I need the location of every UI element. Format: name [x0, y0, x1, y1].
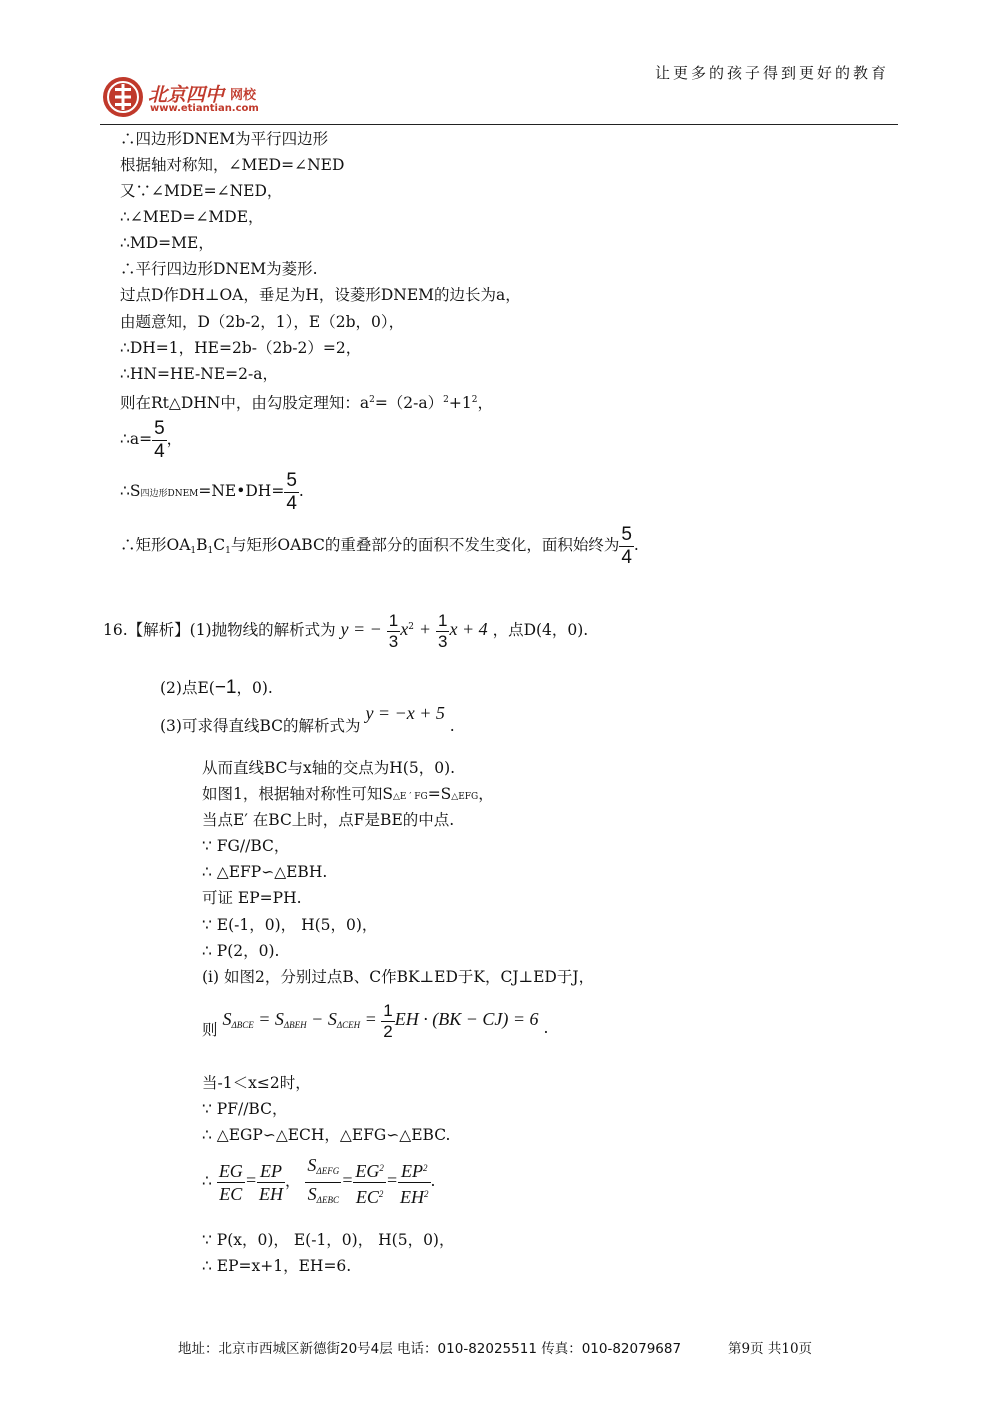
header-slogan: 让更多的孩子得到更好的教育: [655, 64, 890, 82]
fraction-five-quarters: $\frac{5}{4}$: [286, 469, 297, 514]
fraction-one-third: $\frac{1}{3}$: [438, 610, 448, 651]
logo-suffix: 网校: [230, 88, 257, 103]
s-line-3: 当点E′ 在BC上时，点F是BE的中点.: [202, 811, 455, 829]
footer-address: 地址：北京市西城区新德街20号4层 电话：010-82025511 传真：010-82079687: [178, 1341, 682, 1357]
fraction-eg-ec: $\frac{EG}{EC}$: [218, 1160, 243, 1204]
line-10: ∴HN=HE-NE=2-a，: [120, 365, 278, 383]
logo-emblem-icon: [102, 76, 144, 118]
line-6: ∴平行四边形DNEM为菱形.: [120, 260, 318, 278]
logo-url: www.etiantian.com: [150, 103, 259, 114]
line-13: ∴S四边形DNEM=NE•DH= $\frac{5}{4}$ .: [120, 469, 304, 514]
s-line-11: 当-1＜x≤2时，: [202, 1074, 311, 1092]
s-line-13: ∴ △EGP∽△ECH，△EFG∽△EBC.: [202, 1126, 451, 1144]
s-line-9: (i) 如图2，分别过点B、C作BK⊥ED于K，CJ⊥ED于J，: [202, 968, 595, 986]
header-rule: [100, 124, 898, 125]
line-14: ∴矩形$OA_1B_1C_1$与矩形OABC的重叠部分的面积不发生变化，面积始终为 $\frac{5}{4}$ .: [120, 523, 639, 568]
s-line-12: ∵ PF//BC，: [202, 1100, 288, 1118]
s-line-16: ∴ EP=x+1，EH=6.: [202, 1257, 352, 1275]
s-line-1: 从而直线BC与x轴的交点为H(5，0).: [202, 759, 456, 777]
s-line-8: ∴ P(2，0).: [202, 942, 280, 960]
fraction-ep2-eh2: $\frac{EP^2}{EH^2}$: [398, 1157, 431, 1208]
s-line-10: 则 $S_{\Delta BCE} = S_{\Delta BEH} - S_{\Delta CEH}$ = $\frac{1}{2}$ EH · (BK − CJ) = 6 .: [202, 1000, 549, 1041]
s-line-7: ∵ E(-1，0)， H(5，0)，: [202, 916, 378, 934]
line-5: ∴MD=ME，: [120, 234, 214, 252]
line-1: ∴四边形DNEM为平行四边形: [120, 130, 329, 148]
s-line-15: ∵ P(x，0)， E(-1，0)， H(5，0)，: [202, 1231, 455, 1249]
line-4: ∴∠MED=∠MDE，: [120, 208, 264, 226]
s-line-5: ∴ △EFP∽△EBH.: [202, 863, 328, 881]
line-7: 过点D作DH⊥OA，垂足为H，设菱形DNEM的边长为a，: [120, 286, 521, 304]
q16-part2: (2)点E(−1，0).: [160, 677, 273, 698]
line-12: ∴a= $\frac{5}{4}$ ，: [120, 417, 183, 462]
fraction-ep-eh: $\frac{EP}{EH}$: [258, 1160, 283, 1204]
fraction-five-quarters: $\frac{5}{4}$: [621, 523, 632, 568]
s-line-14: ∴ $\frac{EG}{EC}$ = $\frac{EP}{EH}$ ， $\frac{S_{\Delta EFG}}{S_{\Delta EBC}}$ = $\frac{EG^2}{EC^2}$ = $\frac{EP^2}{EH^2}$ .: [202, 1152, 435, 1211]
fraction-one-half: $\frac{1}{2}$: [383, 1000, 393, 1041]
s-line-2: 如图1，根据轴对称性可知S△E ′ FG=S△EFG，: [202, 785, 494, 803]
logo: [102, 76, 302, 120]
line-8: 由题意知，D（2b-2，1），E（2b，0），: [120, 313, 405, 331]
s-line-4: ∵ FG//BC，: [202, 837, 290, 855]
line-2: 根据轴对称知，∠MED=∠NED: [120, 156, 345, 174]
q16-title: 16.【解析】(1)抛物线的解析式为 y = − $\frac{1}{3}$ $x^2$ + $\frac{1}{3}$ x + 4 ，点D(4，0).: [103, 610, 589, 651]
logo-name: 北京四中: [148, 84, 225, 106]
line-3: 又∵∠MDE=∠NED，: [120, 182, 283, 200]
q16-part3: (3)可求得直线BC的解析式为 y = −x + 5 .: [160, 703, 455, 735]
fraction-area-ratio: $\frac{S_{\Delta EFG}}{S_{\Delta EBC}}$: [307, 1154, 340, 1205]
s-line-6: 可证 EP=PH.: [202, 889, 302, 907]
line-11: 则在Rt△DHN中，由勾股定理知：$a^2=(2-a)^2+1^2$，: [120, 394, 493, 412]
footer-page-number: 第9页 共10页: [728, 1341, 813, 1357]
fraction-one-third: $\frac{1}{3}$: [388, 610, 399, 651]
fraction-five-quarters: $\frac{5}{4}$: [154, 417, 165, 462]
line-9: ∴DH=1，HE=2b-（2b-2）=2，: [120, 339, 362, 357]
fraction-eg2-ec2: $\frac{EG^2}{EC^2}$: [353, 1157, 386, 1208]
